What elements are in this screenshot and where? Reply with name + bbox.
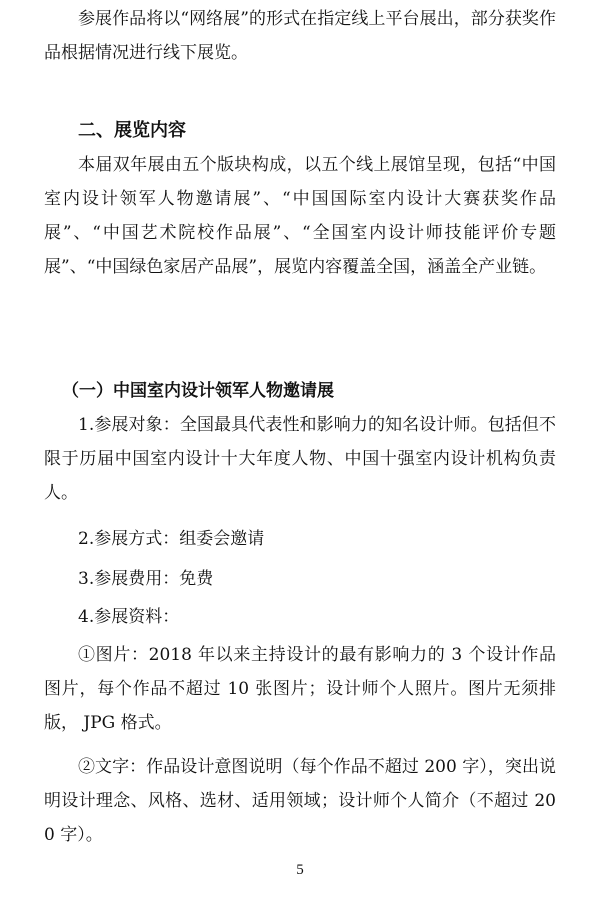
page-number: 5	[296, 862, 304, 878]
section-body-paragraph: 本届双年展由五个版块构成，以五个线上展馆呈现，包括“中国室内设计领军人物邀请展”、“中国国际室内设计大赛获奖作品展”、“中国艺术院校作品展”、“全国室内设计师技能评价专题展”、“中国绿色家居产品展”，展览内容覆盖全国，涵盖全产业链。	[44, 155, 556, 277]
item-4b-paragraph: ②文字：作品设计意图说明（每个作品不超过 200 字），突出说明设计理念、风格、选材、适用领域；设计师个人简介（不超过 200 字）。	[44, 757, 556, 845]
item-1-paragraph: 1.参展对象：全国最具代表性和影响力的知名设计师。包括但不限于历届中国室内设计十大年度人物、中国十强室内设计机构负责人。	[44, 415, 556, 503]
item-2-line: 2.参展方式：组委会邀请	[78, 529, 265, 549]
intro-paragraph: 参展作品将以“网络展”的形式在指定线上平台展出，部分获奖作品根据情况进行线下展览。	[44, 9, 556, 63]
section-heading: 二、展览内容	[78, 120, 186, 141]
item-4a-paragraph: ①图片：2018 年以来主持设计的最有影响力的 3 个设计作品图片，每个作品不超过 10 张图片；设计师个人照片。图片无须排版， JPG 格式。	[44, 645, 556, 733]
subsection-heading: （一）中国室内设计领军人物邀请展	[62, 381, 334, 401]
item-4-line: 4.参展资料：	[78, 607, 180, 627]
item-3-line: 3.参展费用：免费	[78, 569, 214, 589]
